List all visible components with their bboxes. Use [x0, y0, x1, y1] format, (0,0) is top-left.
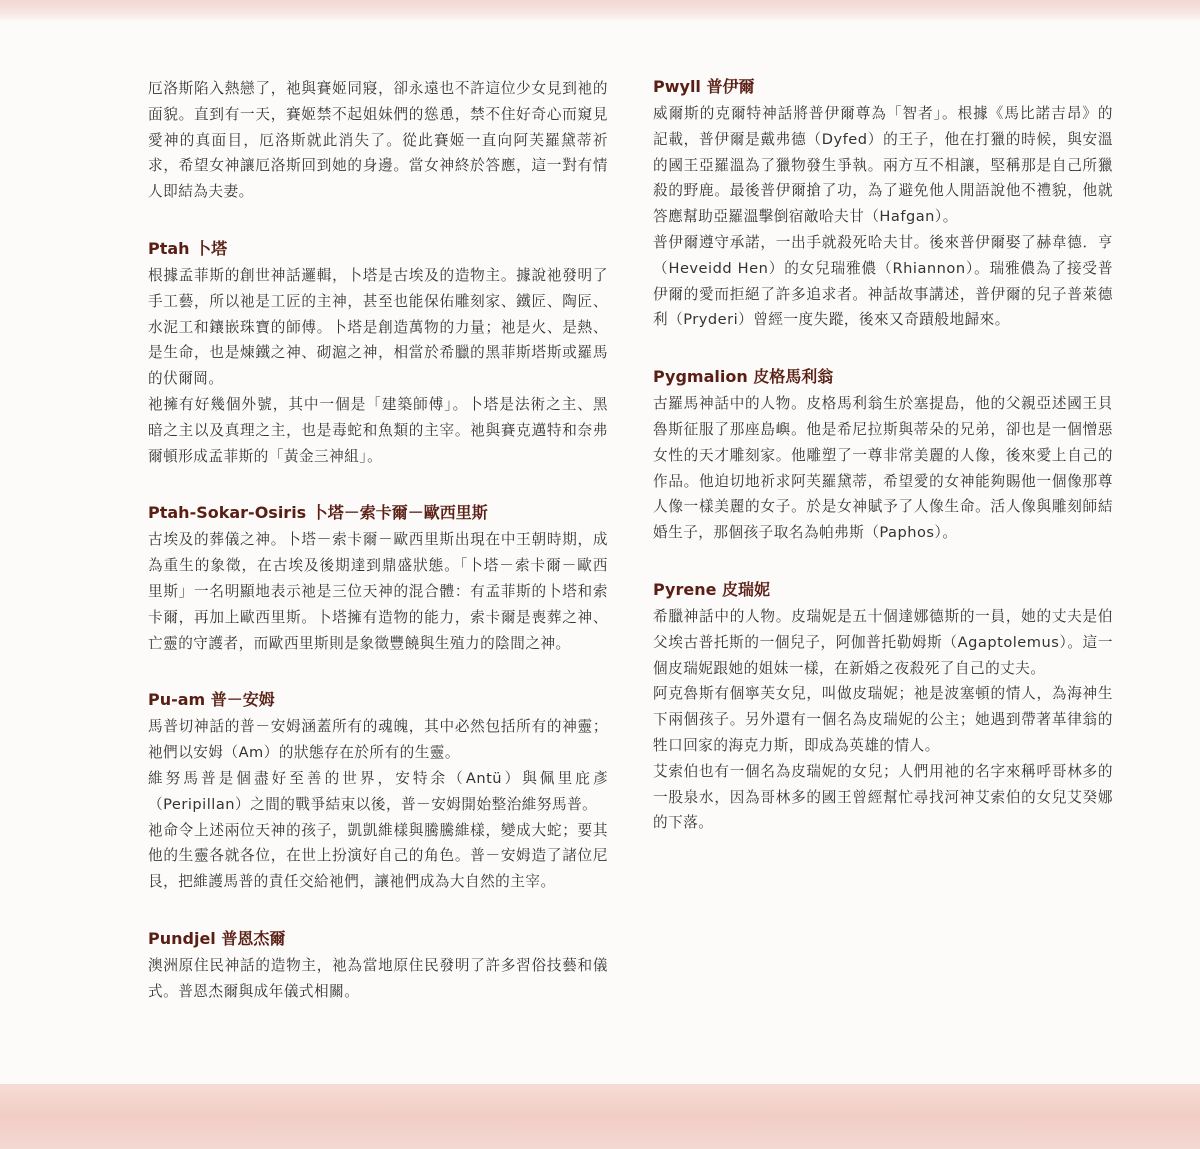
entry-title: Pu-am 普－安姆	[148, 690, 275, 710]
bottom-decorative-band	[0, 1084, 1200, 1149]
entry-title: Ptah 卜塔	[148, 238, 228, 258]
paragraph: 澳洲原住民神話的造物主，祂為當地原住民發明了許多習俗技藝和儀式。普恩杰爾與成年儀式相關。	[148, 956, 608, 1000]
paragraph: 普伊爾遵守承諾，一出手就殺死哈夫甘。後來普伊爾娶了赫韋德．亨（Heveidd Hen）的女兒瑞雅儂（Rhiannon）。瑞雅儂為了接受普伊爾的愛而拒絕了許多追求者。神話故事講述，普伊爾的兒子普萊德利（Pryderi）曾經一度失蹤，後來又奇蹟般地歸來。	[653, 233, 1113, 329]
entry-title: Pyrene 皮瑞妮	[653, 579, 771, 599]
paragraph: 阿克魯斯有個寧芙女兒，叫做皮瑞妮；祂是波塞頓的情人，為海神生下兩個孩子。另外還有一個名為皮瑞妮的公主；她遇到帶著革律翁的牲口回家的海克力斯，即成為英雄的情人。	[653, 685, 1113, 754]
entry-pygmalion	[653, 366, 1113, 546]
paragraph: 希臘神話中的人物。皮瑞妮是五十個達娜德斯的一員，她的丈夫是伯父埃古普托斯的一個兒子，阿伽普托勒姆斯（Agaptolemus）。這一個皮瑞妮跟她的姐妹一樣，在新婚之夜殺死了自己的丈夫。	[653, 607, 1113, 677]
entry-pwyll	[653, 76, 1113, 333]
right-column	[653, 76, 1113, 869]
left-column	[148, 76, 608, 1038]
entry-pundjel	[148, 928, 608, 1005]
entry-title: Pygmalion 皮格馬利翁	[653, 367, 834, 387]
paragraph: 威爾斯的克爾特神話將普伊爾尊為「智者」。根據《馬比諾吉昂》的記載，普伊爾是戴弗德（Dyfed）的王子，他在打獵的時候，與安溫的國王亞羅溫為了獵物發生爭執。兩方互不相讓，堅稱那是自己所獵殺的野鹿。最後普伊爾搶了功，為了避免他人閒語說他不禮貌，他就答應幫助亞羅溫擊倒宿敵哈夫甘（Hafgan）。	[653, 105, 1113, 226]
paragraph: 馬普切神話的普－安姆涵蓋所有的魂魄，其中必然包括所有的神靈；祂們以安姆（Am）的狀態存在於所有的生靈。	[148, 718, 608, 762]
paragraph: 古羅馬神話中的人物。皮格馬利翁生於塞提島，他的父親亞述國王貝魯斯征服了那座島嶼。他是希尼拉斯與蒂朵的兄弟，卻也是一個憎惡女性的天才雕刻家。他雕塑了一尊非常美麗的人像，後來愛上自己的作品。他迫切地祈求阿芙羅黛蒂，希望愛的女神能夠賜他一個像那尊人像一樣美麗的女子。於是女神賦予了人像生命。活人像與雕刻師結婚生子，那個孩子取名為帕弗斯（Paphos）。	[653, 395, 1113, 542]
paragraph: 古埃及的葬儀之神。卜塔－索卡爾－歐西里斯出現在中王朝時期，成為重生的象徵，在古埃及後期達到鼎盛狀態。「卜塔－索卡爾－歐西里斯」一名明顯地表示祂是三位天神的混合體：有孟菲斯的卜塔和索卡爾，再加上歐西里斯。卜塔擁有造物的能力，索卡爾是喪葬之神、亡靈的守護者，而歐西里斯則是象徵豐饒與生殖力的陰間之神。	[148, 531, 608, 652]
paragraph: 厄洛斯陷入熱戀了，祂與賽姬同寢，卻永遠也不許這位少女見到祂的面貌。直到有一天，賽姬禁不起姐妹們的慫恿，禁不住好奇心而窺見愛神的真面目，厄洛斯就此消失了。從此賽姬一直向阿芙羅黛蒂祈求，希望女神讓厄洛斯回到她的身邊。當女神終於答應，這一對有情人即結為夫妻。	[148, 80, 608, 201]
entry-ptah-sokar-osiris	[148, 502, 608, 656]
entry-title: Ptah-Sokar-Osiris 卜塔－索卡爾－歐西里斯	[148, 503, 488, 523]
top-decorative-band	[0, 0, 1200, 22]
entry-pyrene	[653, 579, 1113, 836]
entry-title: Pundjel 普恩杰爾	[148, 928, 286, 948]
paragraph: 祂命令上述兩位天神的孩子，凱凱維樣與騰騰維樣，變成大蛇；要其他的生靈各就各位，在世上扮演好自己的角色。普－安姆造了諸位尼艮，把維護馬普的責任交給祂們，讓祂們成為大自然的主宰。	[148, 821, 608, 891]
paragraph: 艾索伯也有一個名為皮瑞妮的女兒；人們用祂的名字來稱呼哥林多的一股泉水，因為哥林多的國王曾經幫忙尋找河神艾索伯的女兒艾癸娜的下落。	[653, 762, 1113, 832]
intro-continuation	[148, 76, 608, 205]
entry-pu-am	[148, 689, 608, 895]
paragraph: 祂擁有好幾個外號，其中一個是「建築師傅」。卜塔是法術之主、黑暗之主以及真理之主，也是毒蛇和魚類的主宰。祂與賽克邁特和奈弗爾頓形成孟菲斯的「黃金三神組」。	[148, 395, 608, 465]
paragraph: 維努馬普是個盡好至善的世界，安特余（Antü）與佩里庇彥（Peripillan）之間的戰爭結束以後，普－安姆開始整治維努馬普。	[148, 769, 608, 813]
paragraph: 根據孟菲斯的創世神話邏輯，卜塔是古埃及的造物主。據說祂發明了手工藝，所以祂是工匠的主神，甚至也能保佑雕刻家、鐵匠、陶匠、水泥工和鑲嵌珠寶的師傅。卜塔是創造萬物的力量；祂是火、是熱、是生命，也是煉鐵之神、砌滬之神，相當於希臘的黑菲斯塔斯或羅馬的伏爾岡。	[148, 266, 608, 388]
entry-ptah	[148, 238, 608, 469]
entry-title: Pwyll 普伊爾	[653, 77, 755, 96]
